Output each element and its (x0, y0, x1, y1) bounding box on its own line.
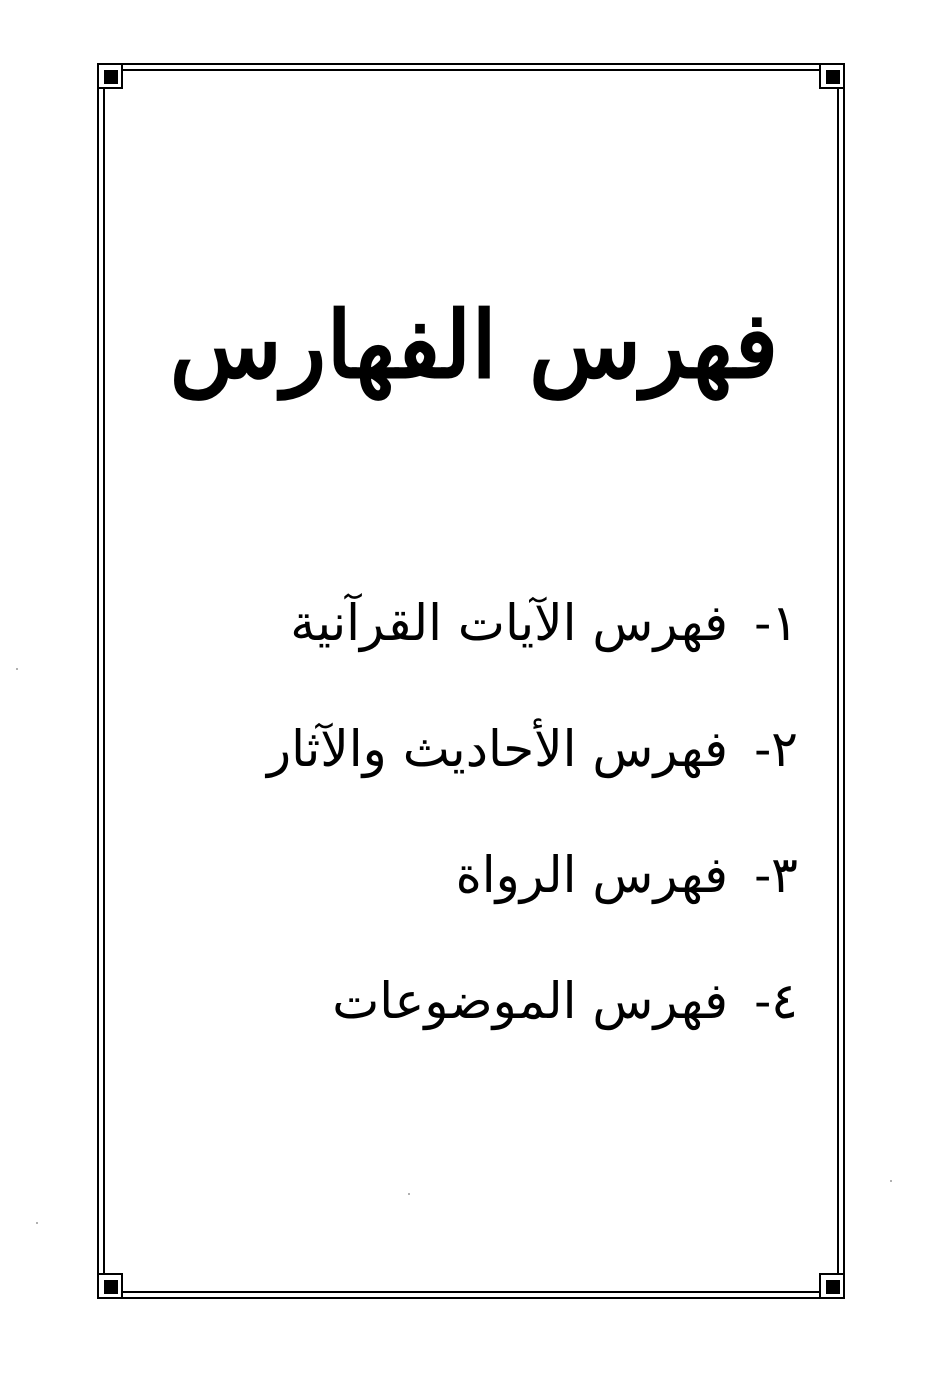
index-list (267, 560, 798, 1064)
corner-square-top-right (826, 70, 840, 84)
item-number: ٣- (754, 846, 798, 904)
list-item (267, 560, 798, 686)
item-label: فهرس الموضوعات (332, 972, 728, 1030)
corner-square-top-left (104, 70, 118, 84)
scan-speck (16, 668, 18, 670)
list-item (267, 938, 798, 1064)
scan-speck (408, 1193, 410, 1195)
page-title: فهرس الفهارس (169, 291, 779, 399)
list-item (267, 686, 798, 812)
item-number: ٢- (754, 720, 798, 778)
item-number: ١- (754, 594, 798, 652)
list-item (267, 812, 798, 938)
scan-speck (890, 1180, 892, 1182)
item-label: فهرس الآيات القرآنية (290, 594, 728, 652)
corner-square-bottom-right (826, 1280, 840, 1294)
item-number: ٤- (754, 972, 798, 1030)
item-label: فهرس الأحاديث والآثار (266, 720, 728, 778)
scan-speck (36, 1222, 38, 1224)
item-label: فهرس الرواة (455, 846, 728, 904)
corner-square-bottom-left (104, 1280, 118, 1294)
